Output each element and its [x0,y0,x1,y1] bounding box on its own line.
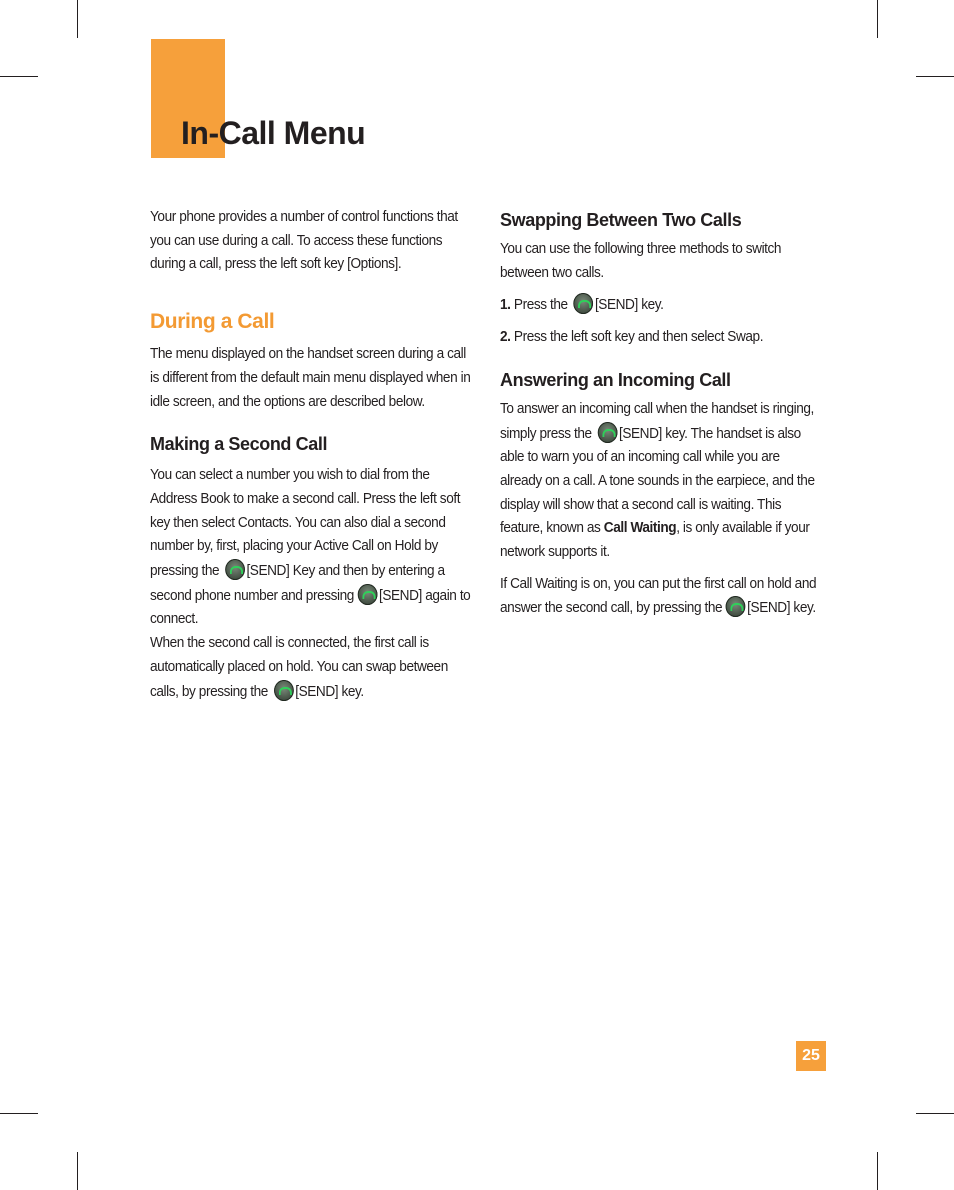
crop-mark [916,76,954,77]
crop-mark [877,0,878,38]
call-waiting-text: If Call Waiting is on, you can put the first call on hold and answer the second call, by pressing the [SEND] key. [500,575,817,617]
swapping-step-1: 1. Press the [SEND] key. [500,293,824,318]
crop-mark [916,1113,954,1114]
page-title: In-Call Menu [181,115,366,151]
left-column [150,206,474,704]
crop-mark [877,1152,878,1190]
making-second-call-heading: Making a Second Call [150,434,328,455]
send-key-icon [357,584,377,605]
send-key-icon [573,293,593,314]
send-key-icon [225,559,245,580]
answering-heading: Answering an Incoming Call [500,369,731,390]
crop-mark [0,1113,38,1114]
during-a-call-heading: During a Call [150,310,275,334]
crop-mark [0,76,38,77]
swapping-text: You can use the following three methods to switch between two calls. [500,241,782,281]
swapping-heading: Swapping Between Two Calls [500,210,742,230]
swapping-step-2: 2. Press the left soft key and then select Swap. [500,329,764,346]
making-second-call-text: You can select a number you wish to dial from the Address Book to make a second call. Press the left soft key then select Contacts. You can also dial a second number by, first, placing your Active Call on Hold by pressing the [SEND] Key and then by entering a second phone number and pressing [SEND] again to connect. When the second call is connected, the first call is automatically placed on hold. You can swap between calls, by pressing the [SEND] key. [150,467,471,700]
send-key-icon [597,422,617,443]
intro-paragraph: Your phone provides a number of control functions that you can use during a call. To access these functions during a call, press the left soft key [Options]. [150,209,458,273]
send-key-icon [726,596,746,617]
crop-mark [77,0,78,38]
crop-mark [77,1152,78,1190]
right-column [500,206,824,621]
during-a-call-text: The menu displayed on the handset screen during a call is different from the default main menu displayed when in idle screen, and the options are described below. [150,346,471,410]
send-key-icon [274,680,294,701]
answering-text: To answer an incoming call when the handset is ringing, simply press the [SEND] key. The handset is also able to warn you of an incoming call while you are already on a call. A tone sounds in the earpiece, and the display will show that a second call is waiting. This feature, known as Call Waiting, is only available if your network supports it. [500,400,815,561]
page-number: 25 [796,1041,826,1071]
